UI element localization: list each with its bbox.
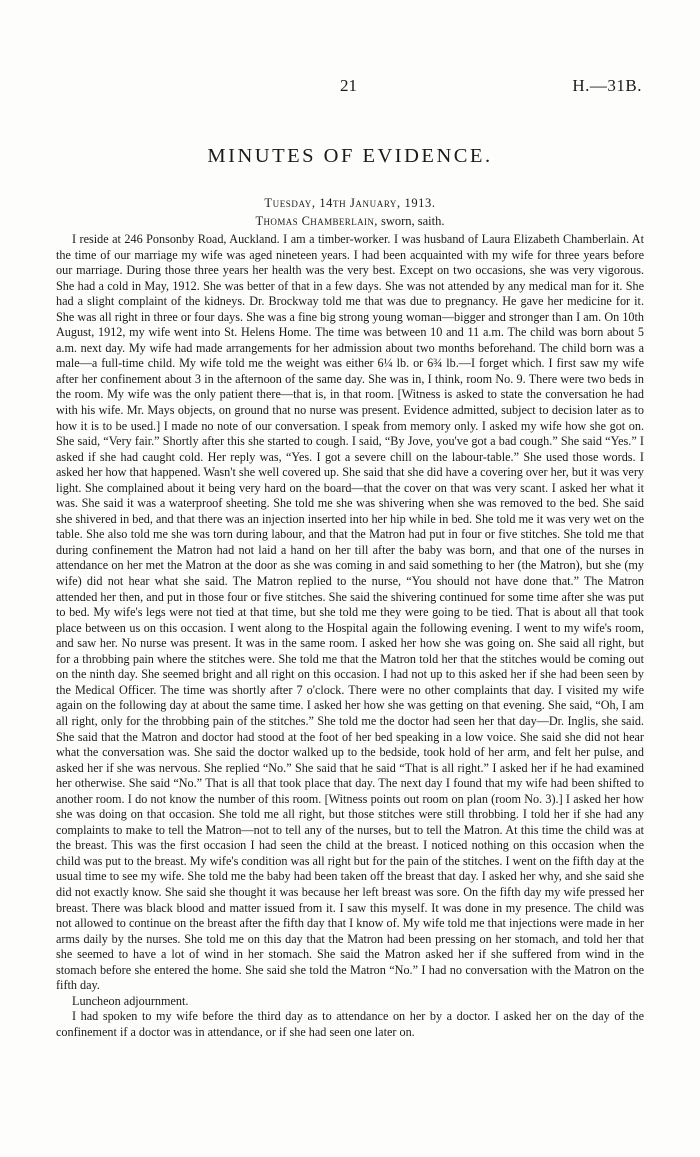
page-number: 21 [340, 76, 357, 95]
adjournment-note: Luncheon adjournment. [72, 993, 189, 1008]
testimony-paragraph: I had spoken to my wife before the third day as to attendance on her by a doctor. I asked her on the day of the confinement if a doctor was in attendance, or if she had seen one later on. [56, 1009, 644, 1039]
hearing-date: Tuesday, 14th January, 1913. [264, 196, 436, 210]
evidence-body [56, 232, 644, 1040]
page-header [0, 76, 700, 98]
witness-oath: sworn, saith. [377, 214, 445, 228]
witness-name: Thomas Chamberlain, [255, 214, 378, 228]
section-title: MINUTES OF EVIDENCE. [207, 145, 493, 167]
document-reference: H.—31B. [572, 76, 642, 95]
testimony-paragraph: I reside at 246 Ponsonby Road, Auckland. I am a timber-worker. I was husband of Laura Elizabeth Chamberlain. At the time of our marriage my wife was aged nineteen years. I had been acquainted with my wife for three years before our marriage. During those three years her health was the very best. Except on two occasions, she was very vigorous. She had a cold in May, 1912. She was better of that in a few days. She was not attended by any medical man for it. She had a slight complaint of the kidneys. Dr. Brockway told me that was due to pregnancy. He gave her medicine for it. She was all right in three or four days. She was a fine big strong young woman—bigger and stronger than I am. On 10th August, 1912, my wife went into St. Helens Home. The time was between 10 and 11 a.m. The child was born about 5 a.m. next day. My wife had made arrangements for her admission about two months beforehand. The child born was a male—a full-time child. My wife told me the weight was either 6¼ lb. or 6¾ lb.—I forget which. I first saw my wife after her confinement about 3 in the afternoon of the same day. She was in, I think, room No. 9. There were two beds in the room. My wife was the only patient there—that is, in that room. [Witness is asked to state the conversation he had with his wife. Mr. Mays objects, on ground that no nurse was present. Evidence admitted, subject to decision later as to how it is to be used.] I made no note of our conversation. I speak from memory only. I asked my wife how she got on. She said, “Very fair.” Shortly after this she started to cough. I said, “By Jove, you've got a bad cough.” She said “Yes.” I asked if she had caught cold. Her reply was, “Yes. I got a severe chill on the labour-table.” She used those words. I asked her how that happened. Wasn't she well covered up. She said that she did have a covering over her, but it was very light. She complained about it being very hard on the board—that the cover on that was very scant. I asked her what it was. She said it was a waterproof sheeting. She told me she was shivering when she was removed to the bed. She said she shivered in bed, and that there was an injection inserted into her hip while in bed. She told me it was very wet on the table. She also told me she was torn during labour, and that the Matron had put in four or five stitches. She told me that during confinement the Matron had not laid a hand on her till after the baby was born, and that one of the nurses in attendance on her met the Matron at the door as she was coming in and said something to her (the Matron), but she (my wife) did not hear what she said. The Matron replied to the nurse, “You should not have done that.” The Matron attended her then, and put in those four or five stitches. She said the shivering continued for some time after she was put to bed. My wife's legs were not tied at that time, but she told me they were going to be tied. That is about all that took place between us on this occasion. I went along to the Hospital again the following evening. I went to my wife's room, and saw her. No nurse was present. It was in the same room. I asked her how she was going on. She said all right, but for a throbbing pain where the stitches were. She told me that the Matron told her that the stitches would be coming out on the ninth day. She seemed bright and all right on this occasion. I had not up to this asked her if she had been seen by the Medical Officer. The time was shortly after 7 o'clock. There were no other complaints that day. I visited my wife again on the following day at about the same time. I asked her how she was getting on that evening. She said, “Oh, I am all right, only for the throbbing pain of the stitches.” She told me the doctor had seen her that day—Dr. Inglis, she said. She said that the Matron and doctor had stood at the foot of her bed speaking in a low voice. She said she did not hear what the conversation was. She said the doctor walked up to the bedside, took hold of her arm, and felt her pulse, and asked her if she was nervous. She replied “No.” She said that he said “That is all right.” I asked her if he had examined her otherwise. She said “No.” That is all that took place that day. The next day I found that my wife had been shifted to another room. I do not know the number of this room. [Witness points out room on plan (room No. 3).] I asked her how she was doing on that occasion. She told me all right, but those stitches were still throbbing. I told her if she had any complaints to make to tell the Matron—not to tell any of the nurses, but to tell the Matron. At this time the child was at the breast. This was the first occasion I had seen the child at the breast. I noticed nothing on this occasion when the child was put to the breast. My wife's condition was all right but for the pain of the stitches. I went on the fifth day at the usual time to see my wife. She told me the baby had been taken off the breast that day. I asked her why, and she said she did not exactly know. She said she thought it was because her left breast was sore. On the fifth day my wife pressed her breast. There was black blood and matter issued from it. I saw this myself. It was done in my presence. The child was not allowed to continue on the breast after the fifth day that I know of. My wife told me that injections were made in her arms daily by the nurses. She told me on this day that the Matron had been pressing on her stomach, and told her that she seemed to have a lot of wind in her stomach. She said the Matron asked her if she suffered from wind in the stomach before she entered the home. She said she told the Matron “No.” I had no conversation with the Matron on the fifth day. [56, 232, 644, 993]
witness-line [0, 214, 700, 229]
